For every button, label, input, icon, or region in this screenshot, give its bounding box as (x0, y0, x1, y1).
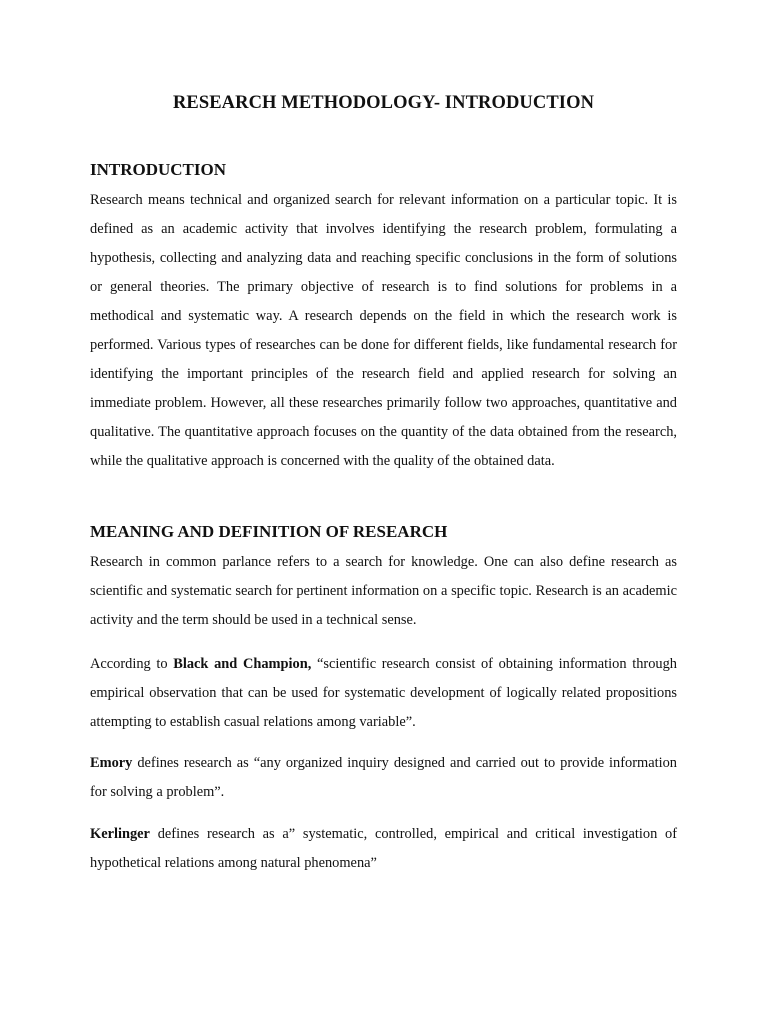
introduction-paragraph: Research means technical and organized search for relevant information on a particular topic. It is defined as an academic activity that involves identifying the research problem, formulating a hypothesis, collecting and analyzing data and reaching specific conclusions in the form of solutions or general theories. The primary objective of research is to find solutions for problems in a methodical and systematic way. A research depends on the field in which the research work is performed. Various types of researches can be done for different fields, like fundamental research for identifying the important principles of the research field and applied research for solving an immediate problem. However, all these researches primarily follow two approaches, quantitative and qualitative. The quantitative approach focuses on the quantity of the data obtained from the research, while the qualitative approach is concerned with the quality of the obtained data. (90, 192, 677, 469)
black-champion-quote: “scientific research consist of obtaining information through empirical observation that can be used for systematic development of logically related propositions attempting to establish casual relations among variable”. (90, 656, 677, 730)
kerlinger-name: Kerlinger (90, 826, 150, 842)
page-title: RESEARCH METHODOLOGY- INTRODUCTION (172, 93, 595, 113)
meaning-heading: MEANING AND DEFINITION OF RESEARCH (90, 522, 448, 541)
emory-quote: defines research as “any organized inquiry designed and carried out to provide information for solving a problem”. (90, 755, 677, 800)
kerlinger-quote: defines research as a” systematic, controlled, empirical and critical investigation of hypothetical relations among natural phenomena” (90, 826, 677, 871)
meaning-paragraph: Research in common parlance refers to a search for knowledge. One can also define research as scientific and systematic search for pertinent information on a specific topic. Research is an academic activity and the term should be used in a technical sense. (90, 554, 677, 628)
black-champion-prefix: According to (90, 656, 174, 672)
black-champion-name: Black and Champion, (173, 656, 312, 672)
emory-definition (90, 749, 677, 807)
black-champion-definition (90, 650, 677, 737)
introduction-heading: INTRODUCTION (90, 160, 227, 179)
kerlinger-definition (90, 820, 677, 878)
emory-name: Emory (90, 755, 133, 771)
